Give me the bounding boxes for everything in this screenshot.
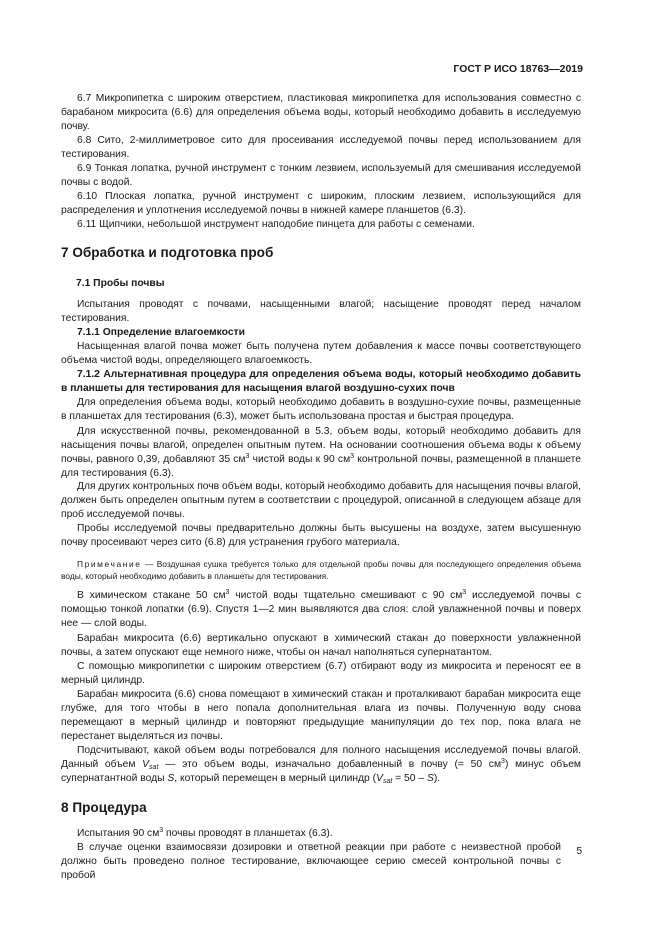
item-6-7: 6.7 Микропипетка с широким отверстием, пластиковая микропипетка для использования совместно с барабаном микросита (6.6) для определения объема воды, который необходимо добавить в исследуемую почву. — [61, 93, 581, 132]
page-number: 5 — [576, 846, 582, 857]
item-6-8: 6.8 Сито, 2-миллиметровое сито для просеивания исследуемой почвы перед использованием для тестирования. — [61, 135, 581, 160]
paragraph: Барабан микросита (6.6) вертикально опускают в химический стакан до поверхности увлажненной почвы, а затем опускают еще немного ниже, чтобы он начал наполняться супернатантом. — [61, 633, 581, 658]
paragraph: Испытания проводят с почвами, насыщенными влагой; насыщение проводят перед началом тестирования. — [61, 299, 581, 324]
paragraph: Для искусственной почвы, рекомендованной в 5.3, объем воды, который необходимо добавить для насыщения почвы влагой, определен опытным путем. На основании соотношения объема воды к объему почвы, равного 0,39, добавляют 35 $см^3$ чистой воды к 90 $см^3$ контрольной почвы, размещенной в планшете для тестирования (6.3). — [61, 426, 581, 479]
note-label: Примечание — [77, 559, 142, 569]
paragraph: Пробы исследуемой почвы предварительно должны быть высушены на воздухе, затем высушенную почву просеивают через сито (6.8) для устранения грубого материала. — [61, 523, 581, 548]
paragraph: Барабан микросита (6.6) снова помещают в химический стакан и проталкивают барабан микросита еще глубже, для того чтобы в него попала дополнительная влага из почвы. Полученную воду снова перемещают в мерный цилиндр и повторяют предыдущие манипуляции до тех пор, пока влага не перестанет выделяться из почвы. — [61, 689, 581, 742]
paragraph: С помощью микропипетки с широким отверстием (6.7) отбирают воду из микросита и переносят ее в мерный цилиндр. — [61, 661, 581, 686]
paragraph: Испытания 90 $см^3$ почвы проводят в планшетах (6.3). — [77, 827, 333, 839]
paragraph: Для других контрольных почв объем воды, который необходимо добавить для насыщения почвы влагой, должен быть определен опытным путем в соответствии с процедурой, описанной в следующем абзаце для проб исследуемой почвы. — [61, 481, 581, 520]
paragraph: Для определения объема воды, который необходимо добавить в воздушно-сухие почвы, размещенные в планшетах для тестирования (6.3), может быть использована простая и быстрая процедура. — [61, 397, 581, 422]
item-6-9: 6.9 Тонкая лопатка, ручной инструмент с тонким лезвием, используемый для смешивания исследуемой почвы с водой. — [61, 163, 581, 188]
document-header: ГОСТ Р ИСО 18763—2019 — [453, 63, 583, 75]
section-7-1-1-title: 7.1.1 Определение влагоемкости — [77, 327, 245, 338]
paragraph: Подсчитывают, какой объем воды потребовался для полного насыщения исследуемой почвы влагой. Данный объем $V_{sat}$ — это объем воды, изначально добавленный в почву (= 50 $см^3$) минус объем супернатантной воды S, который перемещен в мерный цилиндр $(V_{sat} = 50 - S)$. — [61, 745, 581, 785]
paragraph: Насыщенная влагой почва может быть получена путем добавления к массе почвы соответствующего объема чистой воды, определяющего влагоемкость. — [61, 341, 581, 366]
item-6-10: 6.10 Плоская лопатка, ручной инструмент с широким, плоским лезвием, использующийся для распределения и уплотнения исследуемой почвы в нижней камере планшетов (6.3). — [61, 191, 581, 216]
section-8-title: 8 Процедура — [61, 800, 147, 815]
paragraph: В случае оценки взаимосвязи дозировки и ответной реакции при работе с неизвестной пробой должно быть проведено полное тестирование, включающее серию смесей контрольной почвы с пробой — [61, 842, 561, 881]
note: Примечание — Воздушная сушка требуется только для отдельной пробы почвы для последующего определения объема воды, который необходимо добавить в планшеты для тестирования. — [61, 559, 581, 581]
section-7-1-title: 7.1 Пробы почвы — [76, 278, 165, 289]
section-7-title: 7 Обработка и подготовка проб — [61, 245, 274, 260]
item-6-11: 6.11 Щипчики, небольшой инструмент наподобие пинцета для работы с семенами. — [77, 219, 475, 230]
paragraph: В химическом стакане 50 $см^3$ чистой воды тщательно смешивают с 90 $см^3$ исследуемой почвы с помощью тонкой лопатки (6.9). Спустя 1—2 мин выявляются два слоя: слой увлажненной почвы и поверх нее — слой воды. — [61, 589, 581, 629]
section-7-1-2-title: 7.1.2 Альтернативная процедура для определения объема воды, который необходимо добавить в планшеты для тестирования для насыщения влагой воздушно-сухих почв — [61, 369, 581, 394]
